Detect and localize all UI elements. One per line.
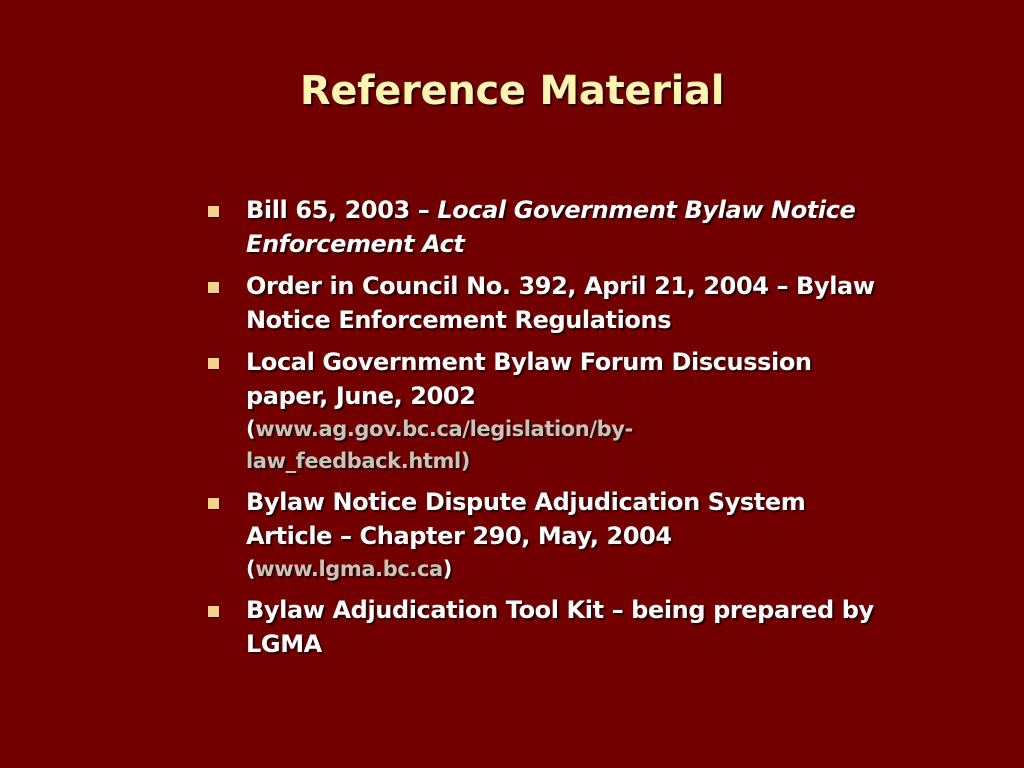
forum-paper-link-continued[interactable]: law_feedback.html) xyxy=(246,449,470,473)
square-bullet-icon xyxy=(208,282,219,293)
open-paren: ( xyxy=(246,417,256,441)
list-item-bill-65 xyxy=(205,193,945,261)
list-item-adjudication-article xyxy=(205,485,945,585)
forum-paper-link[interactable]: www.ag.gov.bc.ca/legislation/by- xyxy=(255,417,633,441)
bullet-text: paper, June, 2002 xyxy=(246,382,476,410)
bullet-text: Notice Enforcement Regulations xyxy=(246,306,672,334)
bullet-text: Order in Council No. 392, April 21, 2004 – Bylaw xyxy=(246,272,875,300)
list-item-forum-paper xyxy=(205,345,945,477)
reference-list xyxy=(205,193,945,669)
url-line xyxy=(246,413,945,445)
slide-title: Reference Material xyxy=(299,68,725,114)
act-title-text: Enforcement Act xyxy=(246,230,465,258)
bullet-text: LGMA xyxy=(246,630,322,658)
open-paren: ( xyxy=(246,557,256,581)
bullet-line xyxy=(246,193,945,227)
bullet-text: Local Government Bylaw Forum Discussion xyxy=(246,348,812,376)
square-bullet-icon xyxy=(208,606,219,617)
list-item-tool-kit xyxy=(205,593,945,661)
bullet-text: Bylaw Adjudication Tool Kit – being prepared by xyxy=(246,596,874,624)
square-bullet-icon xyxy=(208,206,219,217)
url-line xyxy=(246,553,945,585)
square-bullet-icon xyxy=(208,498,219,509)
bullet-text: Bill 65, 2003 – xyxy=(246,196,438,224)
close-paren: ) xyxy=(442,557,452,581)
lgma-link[interactable]: www.lgma.bc.ca xyxy=(255,557,443,581)
bullet-text: Bylaw Notice Dispute Adjudication System xyxy=(246,488,806,516)
square-bullet-icon xyxy=(208,358,219,369)
list-item-order-in-council xyxy=(205,269,945,337)
bullet-text: Article – Chapter 290, May, 2004 xyxy=(246,522,672,550)
act-title-text: Local Government Bylaw Notice xyxy=(437,196,856,224)
